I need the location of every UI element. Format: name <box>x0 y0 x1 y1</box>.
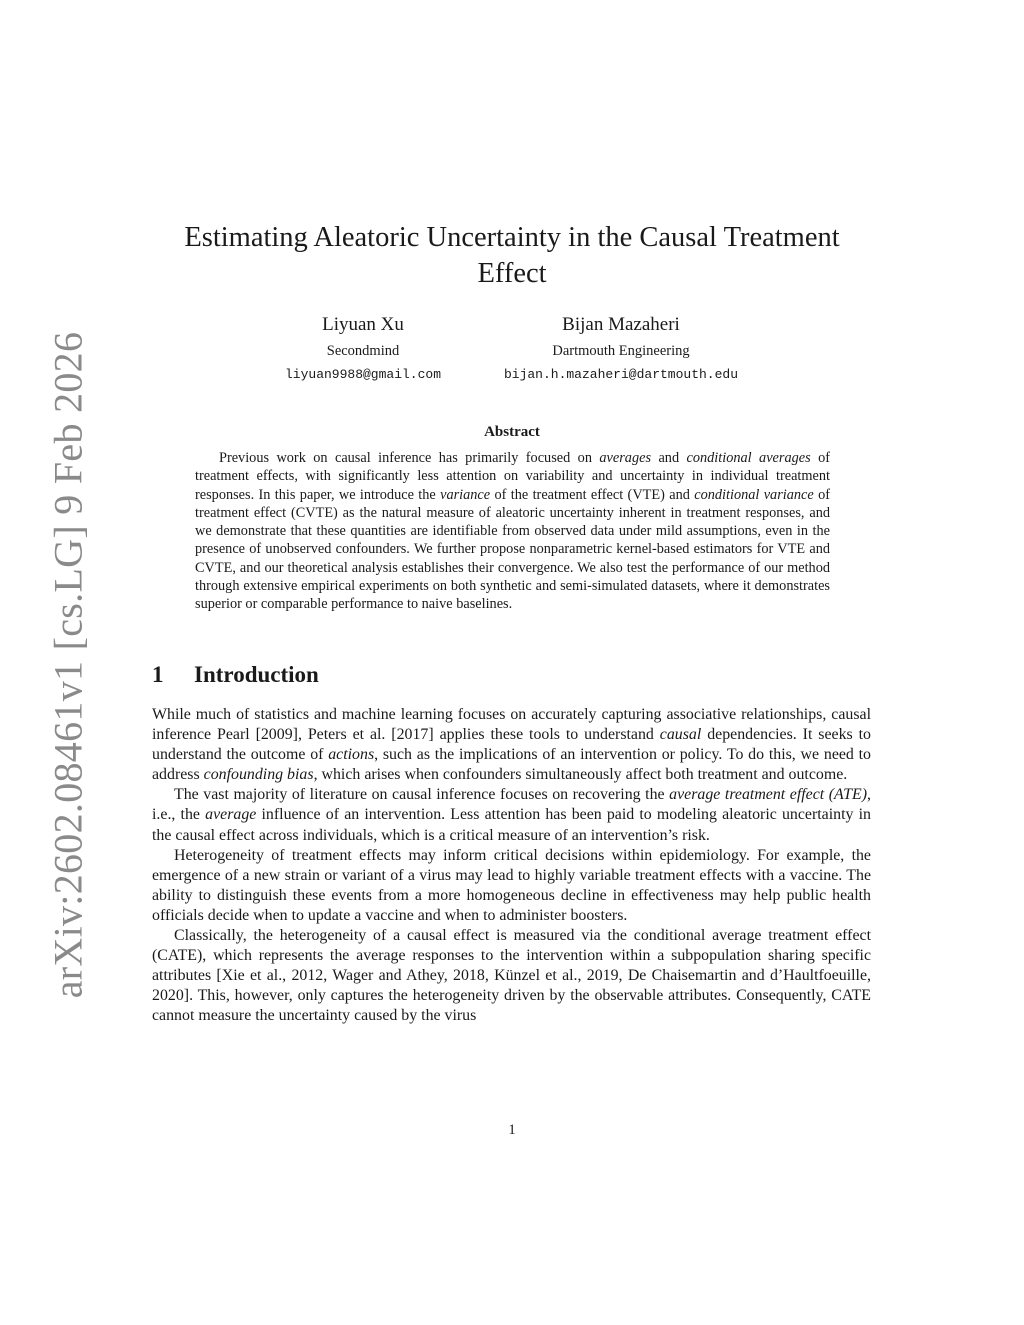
emphasized-text: conditional averages <box>686 450 811 466</box>
section-number: 1 <box>152 662 164 687</box>
section-body <box>152 705 871 1027</box>
abstract-heading: Abstract <box>484 424 540 440</box>
emphasized-text: averages <box>599 450 652 466</box>
author-email[interactable]: liyuan9988@gmail.com <box>284 367 442 382</box>
text-run: The vast majority of literature on causal inference focuses on recovering the <box>174 786 670 804</box>
body-paragraph <box>152 785 871 845</box>
author-name: Bijan Mazaheri <box>562 314 680 335</box>
author-affiliation: Dartmouth Engineering <box>552 343 690 359</box>
text-run: While much of statistics and machine learning focuses on accurately capturing associative relationships, causal inference Pearl [2009], Peters et al. [2017] applies these tools to understand <box>152 706 871 744</box>
text-run: of treatment effects, with significantly less attention on variability and uncertainty in individual treatment responses. In this paper, we introduce the <box>195 450 830 503</box>
author-name: Liyuan Xu <box>322 314 404 335</box>
text-run: influence of an intervention. Less attention has been paid to modeling aleatoric uncertainty in the causal effect across individuals, which is a critical measure of an intervention’s risk. <box>152 806 871 844</box>
section-heading <box>152 662 319 688</box>
body-paragraph <box>152 926 871 1026</box>
text-run: dependencies. It seeks to understand the outcome of <box>152 726 871 764</box>
abstract-text <box>195 449 830 614</box>
text-run: , such as the implications of an intervention or policy. To do this, we need to address <box>152 746 872 784</box>
text-run: and <box>651 450 687 466</box>
emphasized-text: average treatment effect (ATE) <box>669 786 868 804</box>
text-run: Heterogeneity of treatment effects may inform critical decisions within epidemiology. For example, the emergence of a new strain or variant of a virus may lead to highly variable treatment effects with a vaccine. The ability to distinguish these events from a more homogeneous decline in effectiveness may help public health officials decide when to update a vaccine and when to administer boosters. <box>152 846 871 924</box>
text-run: of treatment effect (CVTE) as the natural measure of aleatoric uncertainty inherent in treatment responses, and we demonstrate that these quantities are identifiable from observed data under mild assumptions, even in the presence of unobserved confounders. We further propose nonparametric kernel-based estimators for VTE and CVTE, and our theoretical analysis establishes their convergence. We also test the performance of our method through extensive empirical experiments on both synthetic and semi-simulated datasets, where it demonstrates superior or comparable performance to naive baselines. <box>195 486 831 613</box>
page-number: 1 <box>508 1122 516 1138</box>
emphasized-text: causal <box>659 726 702 744</box>
body-paragraph <box>152 705 871 785</box>
paper-title: Estimating Aleatoric Uncertainty in the Causal Treatment Effect <box>184 222 840 289</box>
text-run: Classically, the heterogeneity of a causal effect is measured via the conditional average treatment effect (CATE), which represents the average responses to the intervention within a subpopulation sharing specific attributes [Xie et al., 2012, Wager and Athey, 2018, Künzel et al., 2019, De Chaisemartin and d’Haultfoeuille, 2020]. This, however, only captures the heterogeneity driven by the observable attributes. Consequently, CATE cannot measure the uncertainty caused by the virus <box>152 927 871 1025</box>
author-email[interactable]: bijan.h.mazaheri@dartmouth.edu <box>503 367 739 382</box>
emphasized-text: average <box>205 806 257 824</box>
text-run: Previous work on causal inference has primarily focused on <box>219 450 600 466</box>
emphasized-text: actions <box>328 746 375 764</box>
text-run: , i.e., the <box>152 786 871 824</box>
author-affiliation: Secondmind <box>326 343 400 359</box>
text-run: , which arises when confounders simultaneously affect both treatment and outcome. <box>313 766 848 784</box>
emphasized-text: confounding bias <box>203 766 314 784</box>
author-block-2 <box>480 313 762 384</box>
arxiv-identifier: arXiv:2602.08461v1 [cs.LG] 9 Feb 2026 <box>45 331 91 999</box>
emphasized-text: variance <box>440 486 491 503</box>
author-block-1 <box>258 313 468 384</box>
text-run: of the treatment effect (VTE) and <box>490 486 695 503</box>
section-title: Introduction <box>194 662 319 687</box>
body-paragraph <box>152 846 871 926</box>
emphasized-text: conditional variance <box>694 486 814 503</box>
